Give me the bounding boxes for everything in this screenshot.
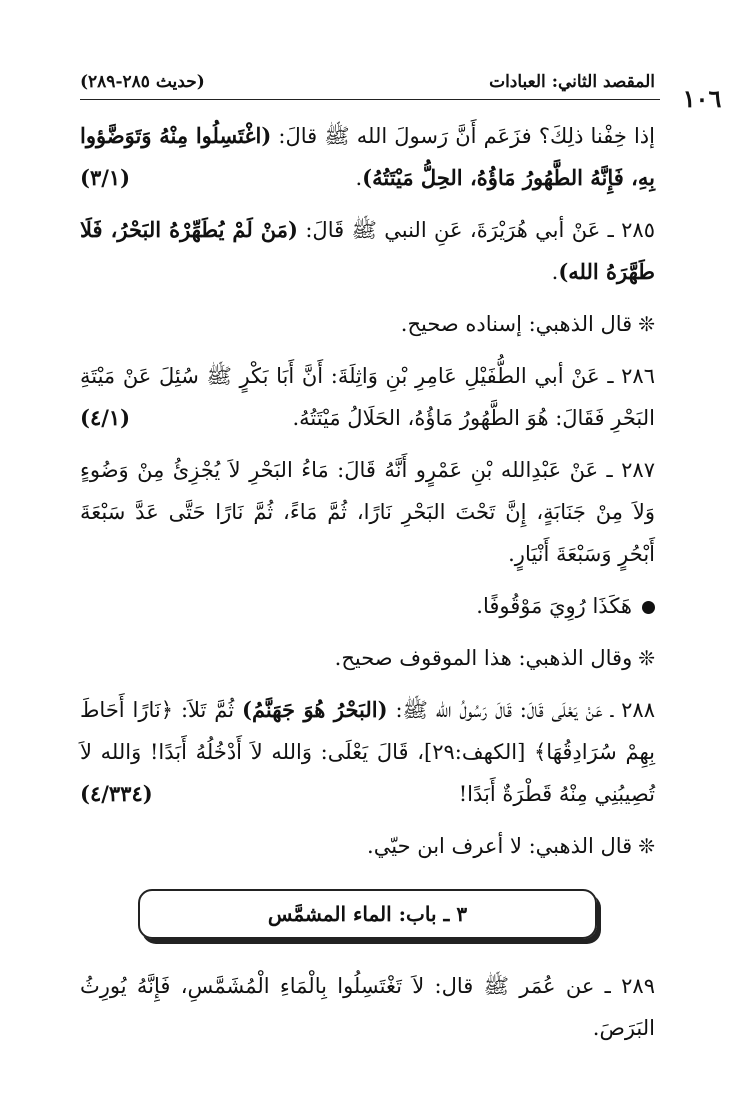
dhahabi-note (80, 637, 655, 679)
text: . (355, 166, 363, 190)
text: . (551, 260, 559, 284)
source-reference: (٤/٣٣٤) (80, 781, 153, 806)
hadith-286 (80, 355, 655, 439)
dhahabi-note (80, 825, 655, 867)
chapter-heading: ٣ ـ باب: الماء المشمَّس (138, 889, 597, 939)
running-header (80, 64, 655, 100)
bullet-note (80, 585, 655, 627)
star-icon: ❊ (638, 646, 655, 670)
star-icon: ❊ (638, 312, 655, 336)
note-text: هَكَذَا رُوِيَ مَوْقُوفًا. (476, 594, 632, 618)
text: ٢٨٦ ـ عَنْ أبي الطُّفَيْلِ عَامِرِ بْنِ وَاثِلَةَ: أَنَّ أَبَا بَكْرٍ ﷺ سُئِلَ عَنْ مَيْتَةِ البَحْرِ فَقَالَ: هُوَ الطَّهُورُ مَاؤُهُ، الحَلَالُ مَيْتَتُهُ. (80, 364, 655, 430)
hadith-quote: (مَنْ لَمْ يُطَهِّرْهُ البَحْرُ، فَلَا طَهَّرَهُ الله) (80, 217, 655, 284)
note-text: وقال الذهبي: هذا الموقوف صحيح. (334, 646, 633, 670)
note-text: قال الذهبي: لا أعرف ابن حيّي. (367, 834, 633, 858)
text: ٢٨٩ ـ عن عُمَر ﷺ قال: لاَ تَغْتَسِلُوا بِالْمَاءِ الْمُشَمَّسِ، فَإِنَّهُ يُورِثُ البَرَصَ. (80, 974, 655, 1040)
header-section-title: المقصد الثاني: العبادات (489, 72, 655, 92)
header-hadith-range: (حديث ٢٨٥-٢٨٩) (80, 72, 205, 92)
dhahabi-note (80, 303, 655, 345)
page-body (80, 115, 655, 1059)
source-reference: (٣/١) (80, 165, 131, 190)
note-text: قال الذهبي: إسناده صحيح. (400, 312, 633, 336)
text: إذا خِفْنا ذلِكَ؟ فزَعَم أَنَّ رَسولَ الله ﷺ قالَ: (271, 124, 655, 148)
bullet-icon (642, 601, 655, 614)
text: ثُمَّ تَلاَ: ﴿نَارًا أَحَاطَ بِهِمْ سُرَادِقُهَا﴾ [الكهف:٢٩]، قَالَ يَعْلَى: وَالله لاَ أَدْخُلُهُ أَبَدًا! وَالله لاَ تُصِيبُنِي مِنْهُ قَطْرَةٌ أَبَدًا! (80, 698, 655, 806)
text: ٢٨٨ ـ عَنْ يَعْلَى قَالَ: قَالَ رَسُولُ الله ﷺ: (387, 698, 655, 722)
text: ٢٨٧ ـ عَنْ عَبْدِالله بْنِ عَمْرٍو أَنَّهُ قَالَ: مَاءُ البَحْرِ لاَ يُجْزِئُ مِنْ وَضُوءٍ وَلاَ مِنْ جَنَابَةٍ، إِنَّ تَحْتَ البَحْرِ نَارًا، ثُمَّ مَاءً، ثُمَّ نَارًا حَتَّى عَدَّ سَبْعَةَ أَبْحُرٍ وَسَبْعَةَ أَنْيَارٍ. (80, 458, 655, 566)
hadith-288 (80, 689, 655, 815)
star-icon: ❊ (638, 834, 655, 858)
text: ٢٨٥ ـ عَنْ أبي هُرَيْرَةَ، عَنِ النبي ﷺ قَالَ: (297, 218, 655, 242)
hadith-287 (80, 449, 655, 575)
hadith-quote: (البَحْرُ هُوَ جَهَنَّمُ) (242, 697, 388, 722)
paragraph-continuation (80, 115, 655, 199)
page-number: ١٠٦ (682, 84, 722, 113)
hadith-289 (80, 965, 655, 1049)
hadith-285 (80, 209, 655, 293)
header-rule (80, 99, 660, 100)
source-reference: (٤/١) (80, 405, 131, 430)
hadith-quote: (اغْتَسِلُوا مِنْهُ وَتَوَضَّؤوا بِهِ، فَإِنَّهُ الطَّهُورُ مَاؤُهُ، الحِلُّ مَيْتَتُهُ) (80, 123, 655, 190)
